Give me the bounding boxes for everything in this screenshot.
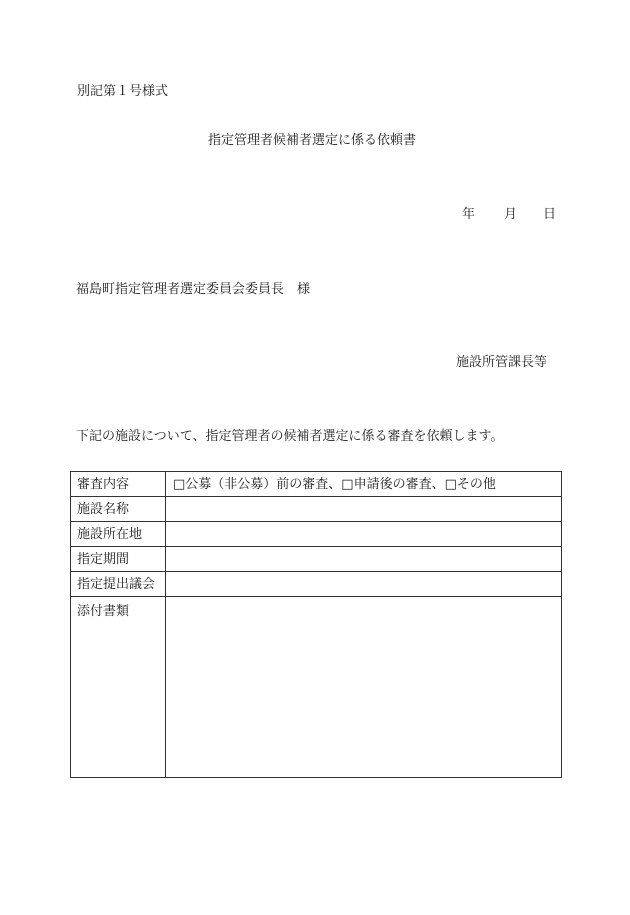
table-row-facility-location bbox=[71, 522, 562, 547]
submission-assembly-value bbox=[166, 572, 562, 597]
date-day-label: 日 bbox=[543, 207, 557, 222]
document-title: 指定管理者候補者選定に係る依頼書 bbox=[208, 133, 417, 148]
form-number: 別記第１号様式 bbox=[77, 84, 169, 99]
table-row-designation-period bbox=[71, 547, 562, 572]
date-year-label: 年 bbox=[462, 207, 476, 222]
table-row-submission-assembly bbox=[71, 572, 562, 597]
review-content-value: □公募（非公募）前の審査、□申請後の審査、□その他 bbox=[166, 472, 562, 497]
facility-name-label: 施設名称 bbox=[71, 497, 166, 522]
submission-assembly-label: 指定提出議会 bbox=[71, 572, 166, 597]
request-body-text: 下記の施設について、指定管理者の候補者選定に係る審査を依頼します。 bbox=[76, 429, 504, 444]
table-row-facility-name bbox=[71, 497, 562, 522]
sender: 施設所管課長等 bbox=[456, 355, 548, 370]
review-content-label: 審査内容 bbox=[71, 472, 166, 497]
attachments-label: 添付書類 bbox=[71, 597, 166, 778]
table-row-review-content bbox=[71, 472, 562, 497]
facility-location-label: 施設所在地 bbox=[71, 522, 166, 547]
attachments-value bbox=[166, 597, 562, 778]
designation-period-label: 指定期間 bbox=[71, 547, 166, 572]
request-details-table bbox=[70, 471, 562, 778]
addressee: 福島町指定管理者選定委員会委員長 様 bbox=[76, 282, 311, 297]
facility-location-value bbox=[166, 522, 562, 547]
facility-name-value bbox=[166, 497, 562, 522]
table-row-attachments bbox=[71, 597, 562, 778]
date-month-label: 月 bbox=[504, 207, 518, 222]
designation-period-value bbox=[166, 547, 562, 572]
